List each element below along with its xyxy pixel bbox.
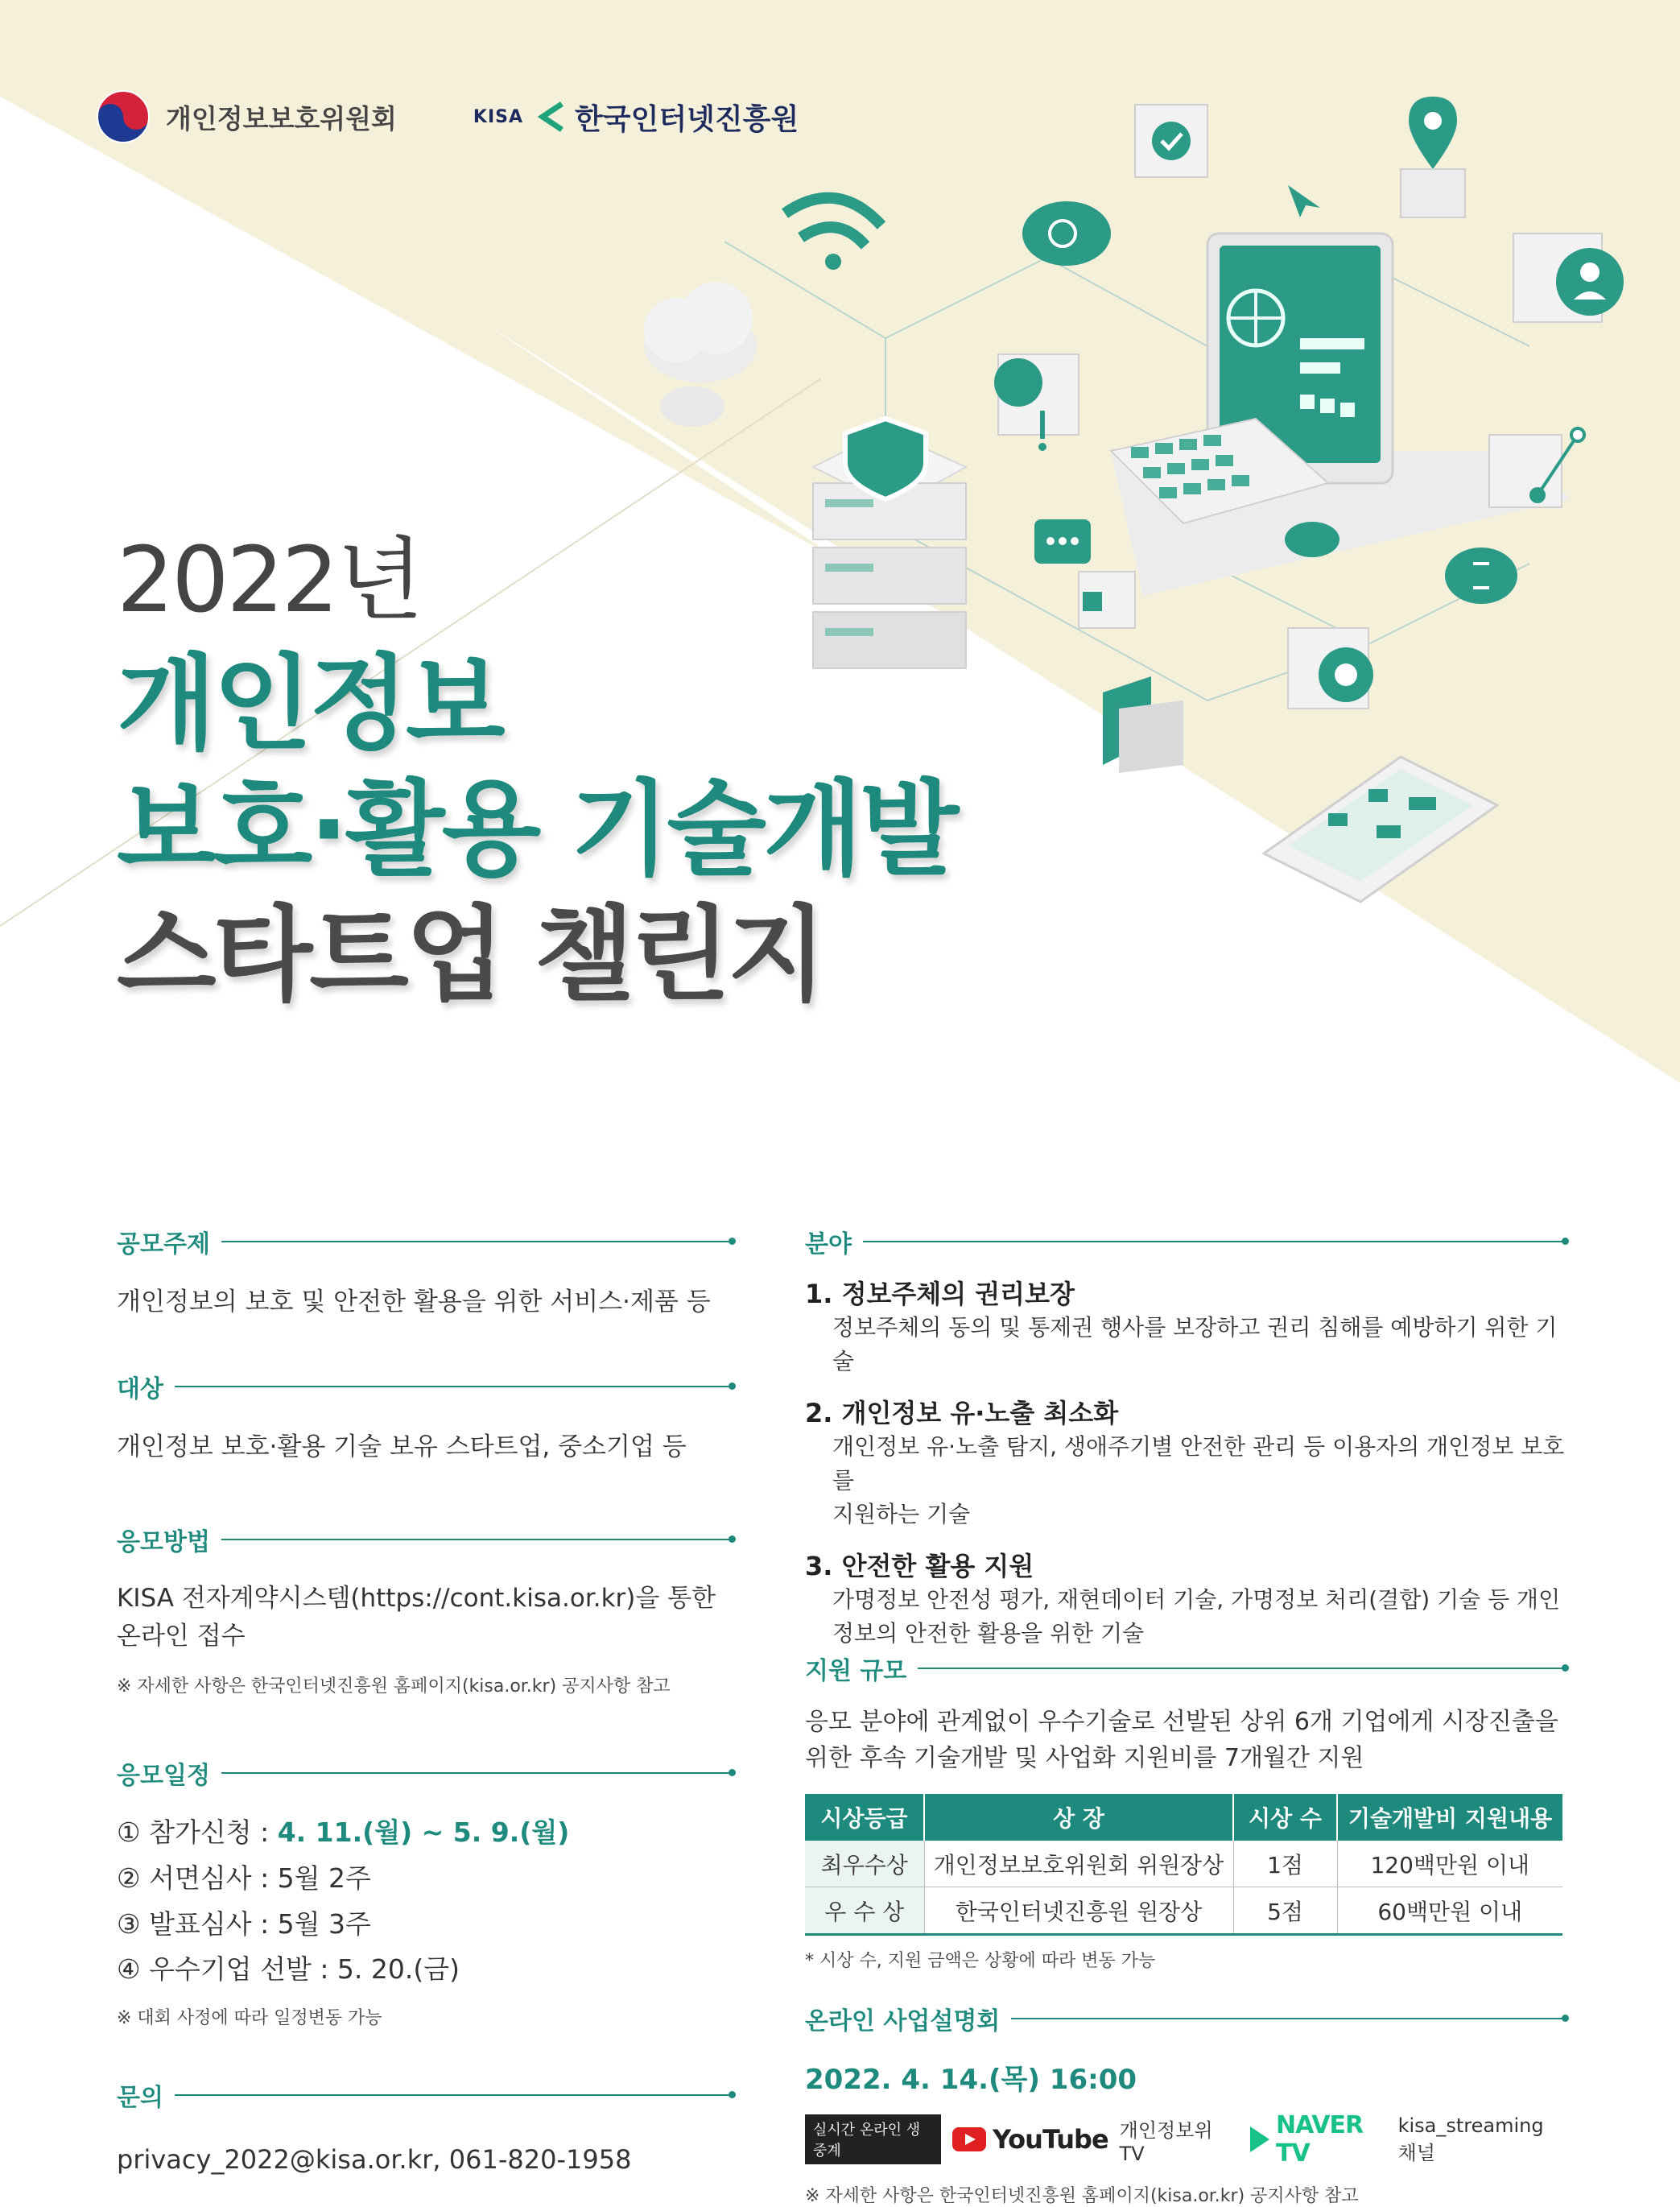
gear-icon — [1288, 628, 1373, 709]
section-heading: 온라인 사업설명회 — [805, 2001, 1566, 2036]
kisa-arrow-icon — [533, 101, 565, 133]
section-support — [805, 1651, 1566, 1972]
hero-line-1: 개인정보 — [117, 644, 502, 764]
naver-channel: kisa_streaming 채널 — [1397, 2114, 1544, 2164]
header-logos — [95, 89, 799, 145]
chat-icon — [1034, 519, 1091, 564]
table-header: 기술개발비 지원내용 — [1337, 1794, 1562, 1841]
section-heading: 대상 — [117, 1369, 733, 1404]
schedule-item: ② 서면심사 : 5월 2주 — [117, 1862, 371, 1894]
section-schedule — [117, 1755, 733, 2029]
field-3-desc: 가명정보 안전성 평가, 재현데이터 기술, 가명정보 처리(결합) 기술 등 개인 — [832, 1586, 1561, 1613]
contact-text: privacy_2022@kisa.or.kr, 061-820-1958 — [117, 2144, 632, 2175]
section-heading: 분야 — [805, 1224, 1566, 1259]
table-cell: 1점 — [1233, 1841, 1337, 1887]
award-table — [805, 1794, 1562, 1936]
stream-channels — [805, 2111, 1566, 2168]
support-line-2: 위한 후속 기술개발 및 사업화 지원비를 7개월간 지원 — [805, 1744, 1364, 1772]
field-3-desc: 정보의 안전한 활용을 위한 기술 — [832, 1620, 1145, 1647]
kisa-mark: KISA — [473, 106, 524, 127]
pipc-name: 개인정보보호위원회 — [166, 102, 397, 134]
table-header: 상 장 — [924, 1794, 1233, 1841]
theme-text: 개인정보의 보호 및 안전한 활용을 위한 서비스·제품 등 — [117, 1287, 711, 1316]
schedule-note: ※ 대회 사정에 따라 일정변동 가능 — [117, 2008, 382, 2028]
field-2-title: 2. 개인정보 유·노출 최소화 — [805, 1398, 1119, 1428]
section-theme — [117, 1224, 733, 1321]
method-line-1: KISA 전자계약시스템(https://cont.kisa.or.kr)을 통한 — [117, 1584, 716, 1613]
section-target — [117, 1369, 733, 1466]
live-tag: 실시간 온라인 생중계 — [805, 2114, 941, 2164]
table-cell: 60백만원 이내 — [1337, 1887, 1562, 1935]
section-contact — [117, 2077, 733, 2179]
naver-tv-logo[interactable] — [1250, 2111, 1387, 2168]
schedule-item: ③ 발표심사 : 5월 3주 — [117, 1907, 371, 1940]
hero-year: 2022년 — [117, 528, 422, 633]
youtube-logo[interactable] — [952, 2124, 1108, 2155]
kisa-logo — [473, 97, 799, 138]
method-note: ※ 자세한 사항은 한국인터넷진흥원 홈페이지(kisa.or.kr) 공지사항 참고 — [117, 1676, 671, 1697]
field-1-desc: 정보주체의 동의 및 통제권 행사를 보장하고 권리 침해를 예방하기 위한 기술 — [832, 1314, 1558, 1374]
timer-icon — [1022, 201, 1111, 266]
document-icon — [1079, 572, 1135, 628]
field-1-title: 1. 정보주체의 권리보장 — [805, 1279, 1075, 1309]
field-2-desc: 개인정보 유·노출 탐지, 생애주기별 안전한 관리 등 이용자의 개인정보 보호를 — [832, 1433, 1565, 1494]
check-icon — [1135, 105, 1207, 177]
section-heading: 공모주제 — [117, 1224, 733, 1259]
kisa-name: 한국인터넷진흥원 — [575, 102, 799, 136]
schedule-item: ④ 우수기업 선발 : 5. 20.(금) — [117, 1953, 460, 1986]
youtube-text: YouTube — [992, 2124, 1108, 2155]
table-cell: 120백만원 이내 — [1337, 1841, 1562, 1887]
table-cell: 5점 — [1233, 1887, 1337, 1935]
section-heading: 응모방법 — [117, 1522, 733, 1557]
hero-line-3: 스타트업 챌린지 — [117, 895, 824, 1016]
table-header: 시상 수 — [1233, 1794, 1337, 1841]
support-line-1: 응모 분야에 관계없이 우수기술로 선발된 상위 6개 기업에게 시장진출을 — [805, 1708, 1558, 1736]
table-cell: 한국인터넷진흥원 원장상 — [924, 1887, 1233, 1935]
field-3-title: 3. 안전한 활용 지원 — [805, 1551, 1034, 1581]
section-heading: 문의 — [117, 2077, 733, 2113]
section-method — [117, 1522, 733, 1697]
support-note: * 시상 수, 지원 금액은 상황에 따라 변동 가능 — [805, 1951, 1156, 1971]
table-header: 시상등급 — [805, 1794, 924, 1841]
table-row — [805, 1841, 1562, 1887]
naver-play-icon — [1250, 2126, 1269, 2152]
field-2-desc: 지원하는 기술 — [832, 1501, 971, 1527]
target-text: 개인정보 보호·활용 기술 보유 스타트업, 중소기업 등 — [117, 1432, 687, 1461]
table-cell: 최우수상 — [805, 1841, 924, 1887]
table-row — [805, 1887, 1562, 1935]
schedule-item: ① 참가신청 : 4. 11.(월) ~ 5. 9.(월) — [117, 1816, 570, 1848]
table-cell: 우 수 상 — [805, 1887, 924, 1935]
youtube-channel: 개인정보위TV — [1119, 2118, 1213, 2165]
hero-title — [117, 528, 956, 1019]
schedule-list — [117, 1810, 733, 1993]
youtube-play-icon — [952, 2127, 986, 2151]
section-fields — [805, 1224, 1566, 1651]
briefing-date: 2022. 4. 14.(목) 16:00 — [805, 2064, 1137, 2096]
sync-icon — [1445, 548, 1517, 604]
method-line-2: 온라인 접수 — [117, 1621, 246, 1651]
section-heading: 응모일정 — [117, 1755, 733, 1791]
section-briefing — [805, 2001, 1566, 2207]
table-header-row — [805, 1794, 1562, 1841]
hero-line-2: 보호·활용 기술개발 — [117, 770, 956, 891]
taeguk-emblem-icon — [95, 89, 151, 145]
briefing-note: ※ 자세한 사항은 한국인터넷진흥원 홈페이지(kisa.or.kr) 공지사항 참고 — [805, 2186, 1359, 2206]
pipc-logo — [95, 89, 397, 145]
naver-text: NAVER TV — [1276, 2111, 1364, 2168]
section-heading: 지원 규모 — [805, 1651, 1566, 1686]
table-cell: 개인정보보호위원회 위원장상 — [924, 1841, 1233, 1887]
